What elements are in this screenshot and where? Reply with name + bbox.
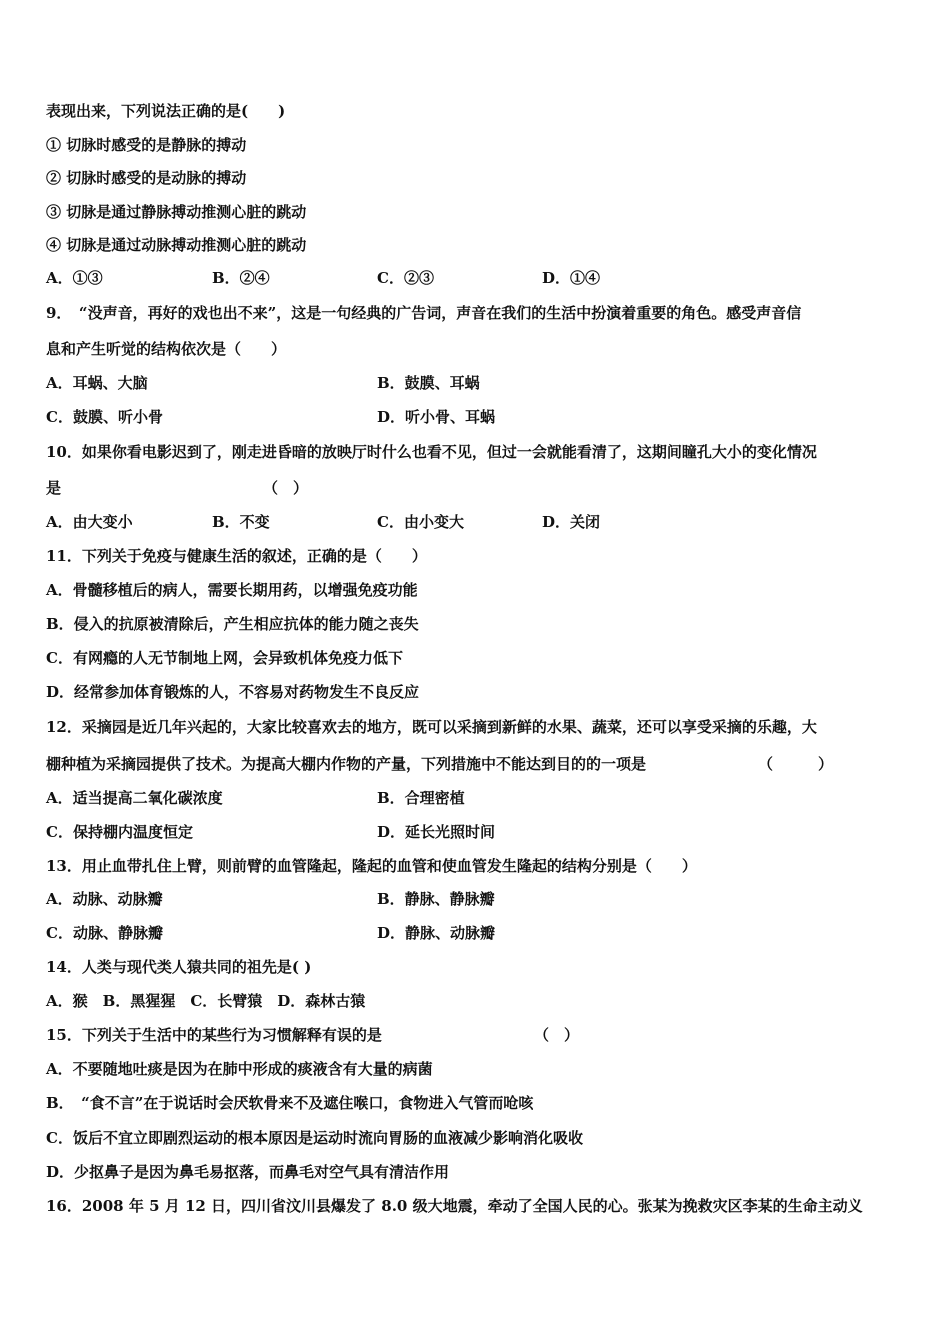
q9-option-a: A．耳蜗、大脑 xyxy=(46,374,148,392)
q14-options: A．猴 B．黑猩猩 C．长臂猿 D．森林古猿 xyxy=(46,992,366,1010)
q8-statement-3: ③ 切脉是通过静脉搏动推测心脏的跳动 xyxy=(46,203,307,221)
q15-option-c: C．饭后不宜立即剧烈运动的根本原因是运动时流向胃肠的血液减少影响消化吸收 xyxy=(46,1129,583,1147)
q8-option-d: D．①④ xyxy=(542,269,601,287)
q11-stem: 11．下列关于免疫与健康生活的叙述，正确的是（ ） xyxy=(46,547,427,565)
q12-option-d: D．延长光照时间 xyxy=(377,823,496,841)
q12-option-b: B．合理密植 xyxy=(377,789,465,807)
q12-option-a: A．适当提高二氧化碳浓度 xyxy=(46,789,223,807)
q11-option-a: A．骨髓移植后的病人，需要长期用药，以增强免疫功能 xyxy=(46,581,418,599)
q11-option-b: B．侵入的抗原被清除后，产生相应抗体的能力随之丧失 xyxy=(46,615,419,633)
q10-stem-line2: 是 xyxy=(46,479,62,497)
q8-statement-2: ② 切脉时感受的是动脉的搏动 xyxy=(46,169,247,187)
q8-option-a: A．①③ xyxy=(46,269,103,287)
q13-option-d: D．静脉、动脉瓣 xyxy=(377,924,496,942)
q15-option-a: A．不要随地吐痰是因为在肺中形成的痰液含有大量的病菌 xyxy=(46,1060,433,1078)
q10-stem-line1: 10．如果你看电影迟到了，刚走进昏暗的放映厅时什么也看不见，但过一会就能看清了，这期间瞳孔大小的变化情况 xyxy=(46,443,817,461)
q9-stem-line2: 息和产生听觉的结构依次是（ ） xyxy=(46,340,287,358)
q13-option-c: C．动脉、静脉瓣 xyxy=(46,924,163,942)
q10-option-b: B．不变 xyxy=(212,513,270,531)
q12-option-c: C．保持棚内温度恒定 xyxy=(46,823,193,841)
q13-option-a: A．动脉、动脉瓣 xyxy=(46,890,163,908)
q15-stem: 15．下列关于生活中的某些行为习惯解释有误的是 xyxy=(46,1026,382,1044)
q10-answer-paren: （ ） xyxy=(263,479,309,497)
q9-option-c: C．鼓膜、听小骨 xyxy=(46,408,163,426)
q8-statement-1: ① 切脉时感受的是静脉的搏动 xyxy=(46,136,247,154)
q11-option-d: D．经常参加体育锻炼的人，不容易对药物发生不良反应 xyxy=(46,683,420,701)
q10-option-d: D．关闭 xyxy=(542,513,601,531)
q14-stem: 14．人类与现代类人猿共同的祖先是( ) xyxy=(46,958,312,976)
q8-stem-continuation: 表现出来，下列说法正确的是( ) xyxy=(46,102,286,120)
q8-option-b: B．②④ xyxy=(212,269,270,287)
q8-statement-4: ④ 切脉是通过动脉搏动推测心脏的跳动 xyxy=(46,236,307,254)
q12-stem-line2: 棚种植为采摘园提供了技术。为提高大棚内作物的产量，下列措施中不能达到目的的一项是 xyxy=(46,755,647,773)
q13-option-b: B．静脉、静脉瓣 xyxy=(377,890,495,908)
q13-stem: 13．用止血带扎住上臂，则前臂的血管隆起，隆起的血管和使血管发生隆起的结构分别是（ ） xyxy=(46,857,697,875)
q15-option-d: D．少抠鼻子是因为鼻毛易抠落，而鼻毛对空气具有清洁作用 xyxy=(46,1163,450,1181)
q11-option-c: C．有网瘾的人无节制地上网，会异致机体免疫力低下 xyxy=(46,649,403,667)
q15-answer-paren: （ ） xyxy=(534,1026,580,1044)
q15-option-b: B． “食不言”在于说话时会厌软骨来不及遮住喉口，食物进入气管而呛咳 xyxy=(46,1094,534,1112)
q12-answer-paren: （ ） xyxy=(758,755,834,773)
q9-stem-line1: 9． “没声音，再好的戏也出不来”，这是一句经典的广告词，声音在我们的生活中扮演着重要的角色。感受声音信 xyxy=(46,304,802,322)
q10-option-c: C．由小变大 xyxy=(377,513,464,531)
q9-option-d: D．听小骨、耳蜗 xyxy=(377,408,496,426)
q16-stem-line1: 16．2008 年 5 月 12 日，四川省汶川县爆发了 8.0 级大地震，牵动了全国人民的心。张某为挽救灾区李某的生命主动义 xyxy=(46,1197,863,1215)
q12-stem-line1: 12．采摘园是近几年兴起的，大家比较喜欢去的地方，既可以采摘到新鲜的水果、蔬菜，还可以享受采摘的乐趣，大 xyxy=(46,718,817,736)
q10-option-a: A．由大变小 xyxy=(46,513,133,531)
q9-option-b: B．鼓膜、耳蜗 xyxy=(377,374,480,392)
q8-option-c: C．②③ xyxy=(377,269,434,287)
